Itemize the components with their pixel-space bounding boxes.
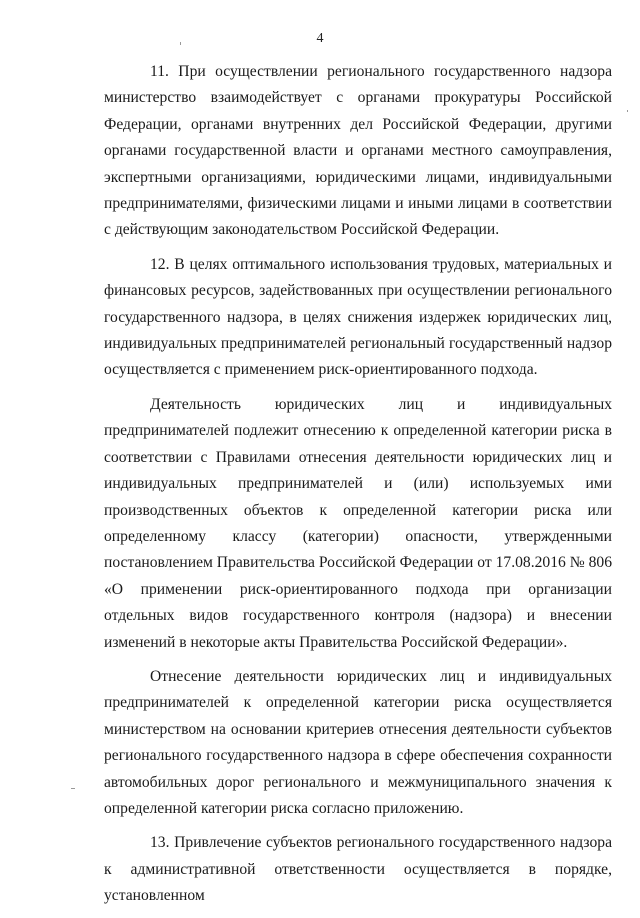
scan-speck: [180, 42, 181, 45]
paragraph-13: 13. Привлечение субъектов регионального государственного надзора к административной ответственности осуществляется в порядке, установленном: [104, 834, 612, 905]
paragraph-12: 12. В целях оптимального использования трудовых, материальных и финансовых ресурсов, задействованных при осуществлении регионального государственного надзора, в целях снижения издержек юридических лиц, индивидуальных предпринимателей региональный государственный надзор осуществляется с применением риск-ориентированного подхода.: [104, 255, 612, 379]
page-number: 4: [316, 31, 324, 46]
scan-speck: [627, 110, 628, 112]
paragraph-11: 11. При осуществлении регионального государственного надзора министерство взаимодействует с органами прокуратуры Российской Федерации, органами внутренних дел Российской Федерации, другими органами государственной власти и органами местного самоуправления, экспертными организациями, юридическими лицами, индивидуальными предпринимателями, физическими лицами и иными лицами в соответствии с действующим законодательством Российской Федерации.: [104, 63, 612, 239]
paragraph-risk-activity: Деятельность юридических лиц и индивидуальных предпринимателей подлежит отнесению к определенной категории риска в соответствии с Правилами отнесения деятельности юридических лиц и индивидуальных предпринимателей и (или) используемых ими производственных объектов к определенной категории риска или определенному классу (категории) опасности, утвержденными постановлением Правительства Российской Федерации от 17.08.2016 № 806 «О применении риск-ориентированного подхода при организации отдельных видов государственного контроля (надзора) и внесении изменений в некоторые акты Правительства Российской Федерации».: [104, 395, 612, 651]
paragraph-risk-assignment: Отнесение деятельности юридических лиц и индивидуальных предпринимателей к определенной категории риска осуществляется министерством на основании критериев отнесения деятельности субъектов регионального государственного надзора в сфере обеспечения сохранности автомобильных дорог регионального и межмуниципального значения к определенной категории риска согласно приложению.: [104, 667, 612, 817]
scan-speck: [71, 788, 75, 789]
document-body: [104, 59, 612, 918]
